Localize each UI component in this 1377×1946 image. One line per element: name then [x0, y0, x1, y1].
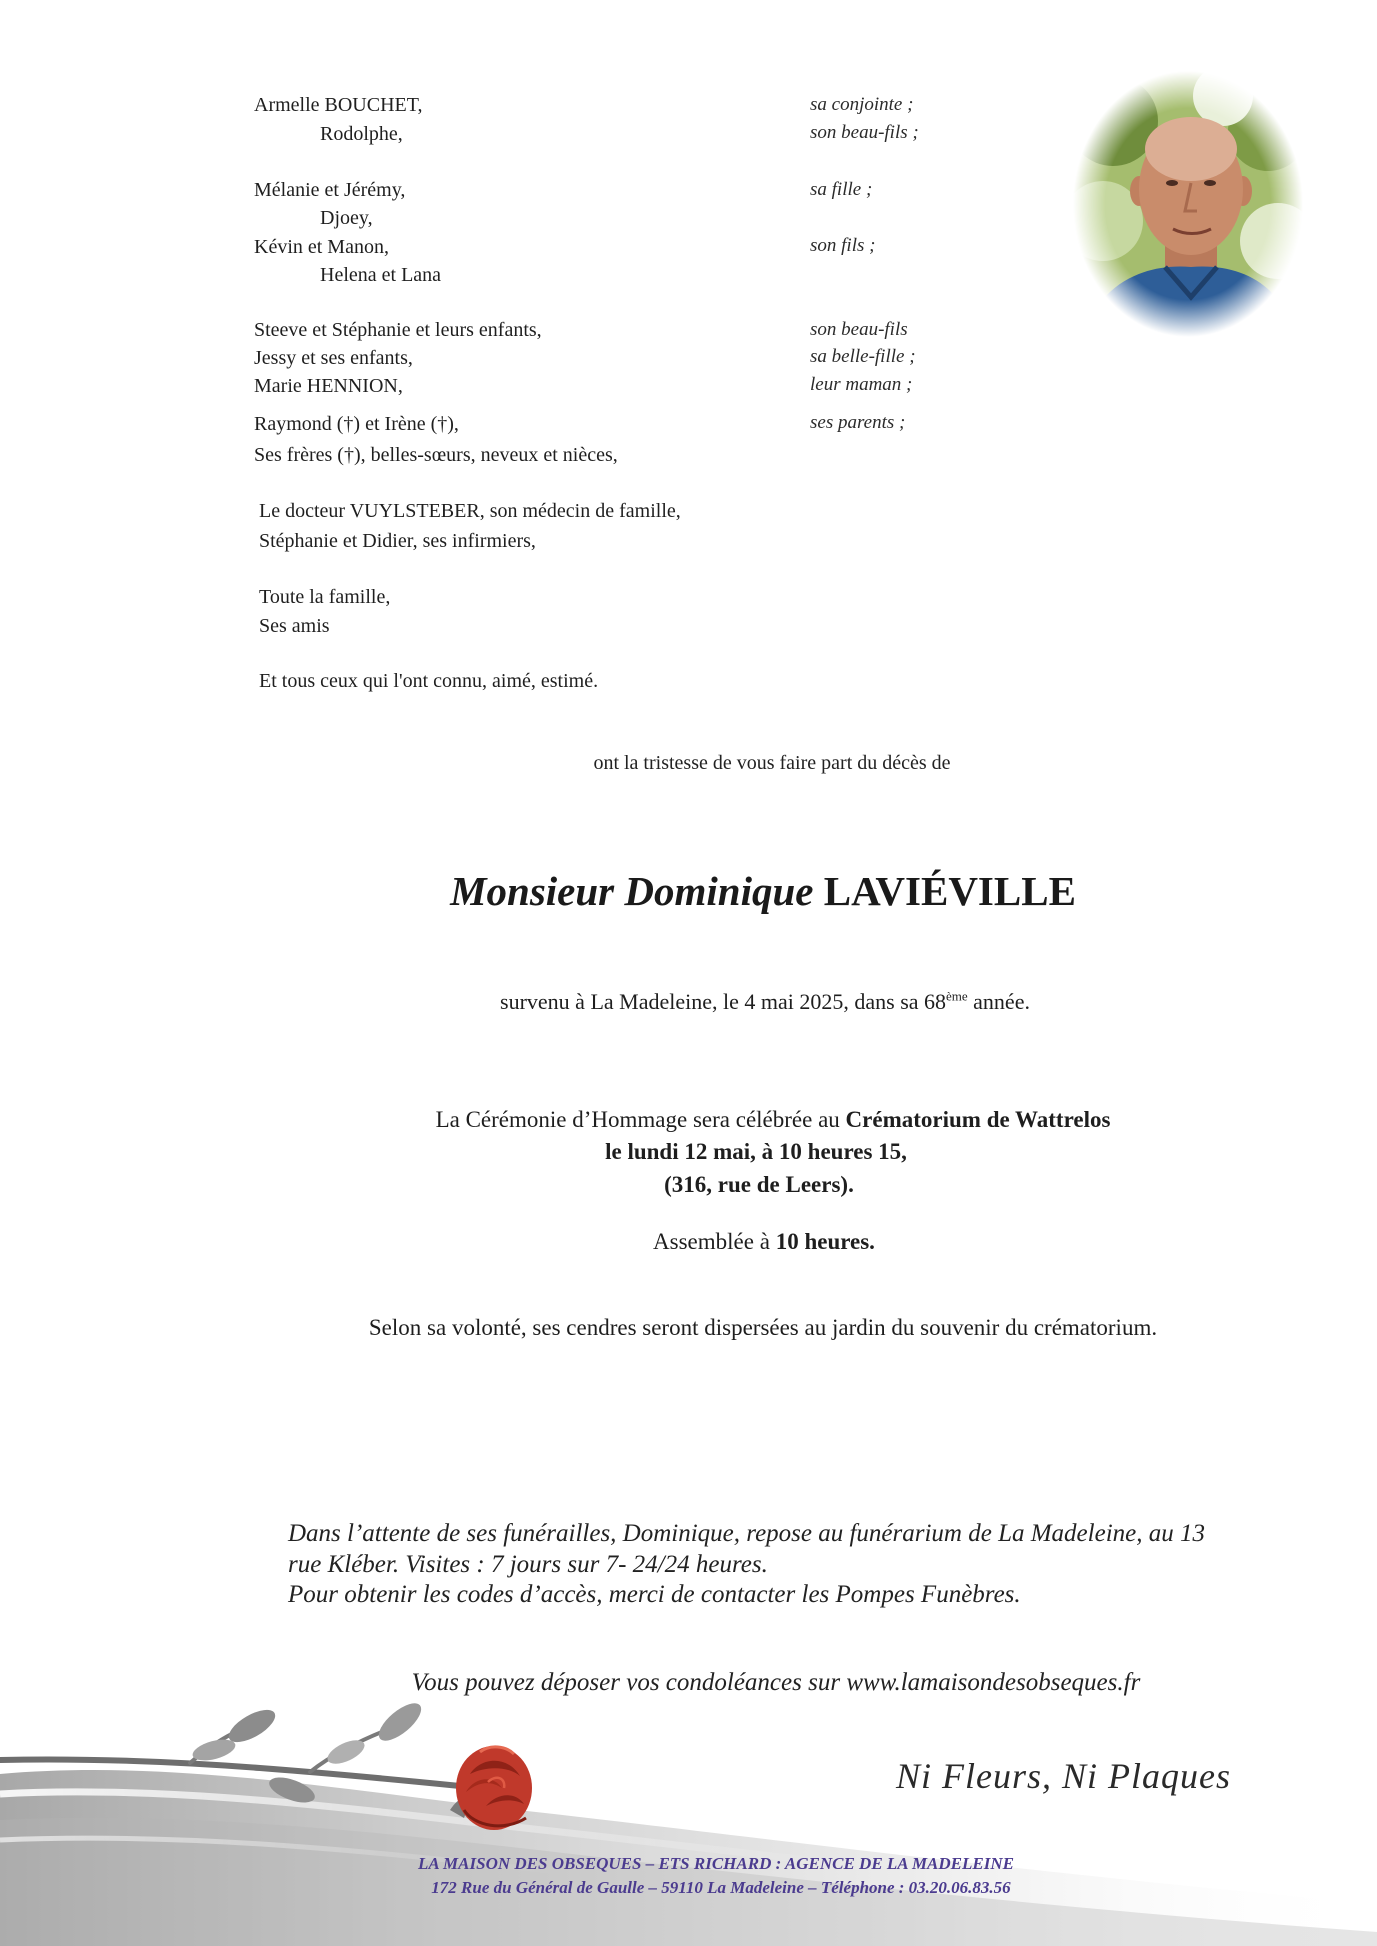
family-relation: sa conjointe ; [810, 94, 914, 115]
family-name: Djoey, [320, 207, 373, 229]
others-line: Ses amis [259, 615, 330, 637]
family-relation: sa belle-fille ; [810, 346, 916, 367]
family-name: Ses frères (†), belles-sœurs, neveux et nièces, [254, 444, 618, 466]
death-text-end: année. [967, 989, 1030, 1014]
deceased-name [313, 866, 1213, 916]
family-relation: ses parents ; [810, 412, 906, 433]
ordinal-suffix: ème [946, 988, 968, 1004]
assembly-intro: Assemblée à [653, 1229, 776, 1254]
family-name: Helena et Lana [320, 264, 442, 286]
no-flowers-note: Ni Fleurs, Ni Plaques [896, 1756, 1231, 1796]
ceremony-address-text: (316, rue de Leers). [664, 1172, 854, 1197]
announcement: ont la tristesse de vous faire part du décès de [593, 752, 951, 774]
deceased-title-name: Monsieur Dominique [450, 868, 814, 914]
ceremony-place: Crématorium de Wattrelos [845, 1107, 1111, 1132]
family-relation: son beau-fils ; [810, 122, 919, 143]
family-name: Armelle BOUCHET, [254, 94, 423, 116]
footer-address: 172 Rue du Général de Gaulle – 59110 La Madeleine – Téléphone : 03.20.06.83.56 [431, 1878, 1011, 1897]
rose-illustration [0, 1690, 1377, 1946]
family-name: Raymond (†) et Irène (†), [254, 413, 459, 435]
visits-line: rue Kléber. Visites : 7 jours sur 7- 24/24 heures. [288, 1551, 768, 1578]
ceremony-intro [323, 1105, 1223, 1135]
family-name: Kévin et Manon, [254, 236, 389, 258]
death-text: survenu à La Madeleine, le 4 mai 2025, dans sa 68 [500, 989, 947, 1014]
family-relation: sa fille ; [810, 179, 873, 200]
visits-line: Pour obtenir les codes d’accès, merci de contacter les Pompes Funèbres. [288, 1581, 1021, 1608]
family-relation: leur maman ; [810, 374, 913, 395]
others-line: Toute la famille, [259, 586, 391, 608]
ceremony-intro-text: La Cérémonie d’Hommage sera célébrée au [435, 1107, 846, 1132]
footer-agency: LA MAISON DES OBSEQUES – ETS RICHARD : AGENCE DE LA MADELEINE [418, 1854, 1014, 1873]
family-name: Marie HENNION, [254, 375, 403, 397]
assembly-time: 10 heures. [775, 1229, 875, 1254]
deceased-surname: LAVIÉVILLE [823, 868, 1076, 914]
portrait-photo [1073, 71, 1303, 337]
family-name: Steeve et Stéphanie et leurs enfants, [254, 319, 542, 341]
care-line: Le docteur VUYLSTEBER, son médecin de famille, [259, 500, 681, 522]
family-name: Rodolphe, [320, 123, 403, 145]
all-known-line: Et tous ceux qui l'ont connu, aimé, estimé. [259, 670, 599, 692]
family-name: Jessy et ses enfants, [254, 347, 413, 369]
family-name: Mélanie et Jérémy, [254, 179, 406, 201]
visits-line: Dans l’attente de ses funérailles, Dominique, repose au funérarium de La Madeleine, au 13 [288, 1520, 1205, 1547]
ceremony-date-text: le lundi 12 mai, à 10 heures 15, [605, 1139, 907, 1164]
death-notice [315, 987, 1215, 1017]
ceremony-address [309, 1170, 1209, 1200]
care-line: Stéphanie et Didier, ses infirmiers, [259, 530, 536, 552]
condolences-note: Vous pouvez déposer vos condoléances sur www.lamaisondesobseques.fr [411, 1669, 1141, 1696]
ceremony-assembly [314, 1227, 1214, 1257]
ceremony-date [306, 1137, 1206, 1167]
ashes-note: Selon sa volonté, ses cendres seront dispersées au jardin du souvenir du crématorium. [368, 1315, 1158, 1340]
family-relation: son beau-fils [810, 319, 908, 340]
family-relation: son fils ; [810, 235, 876, 256]
